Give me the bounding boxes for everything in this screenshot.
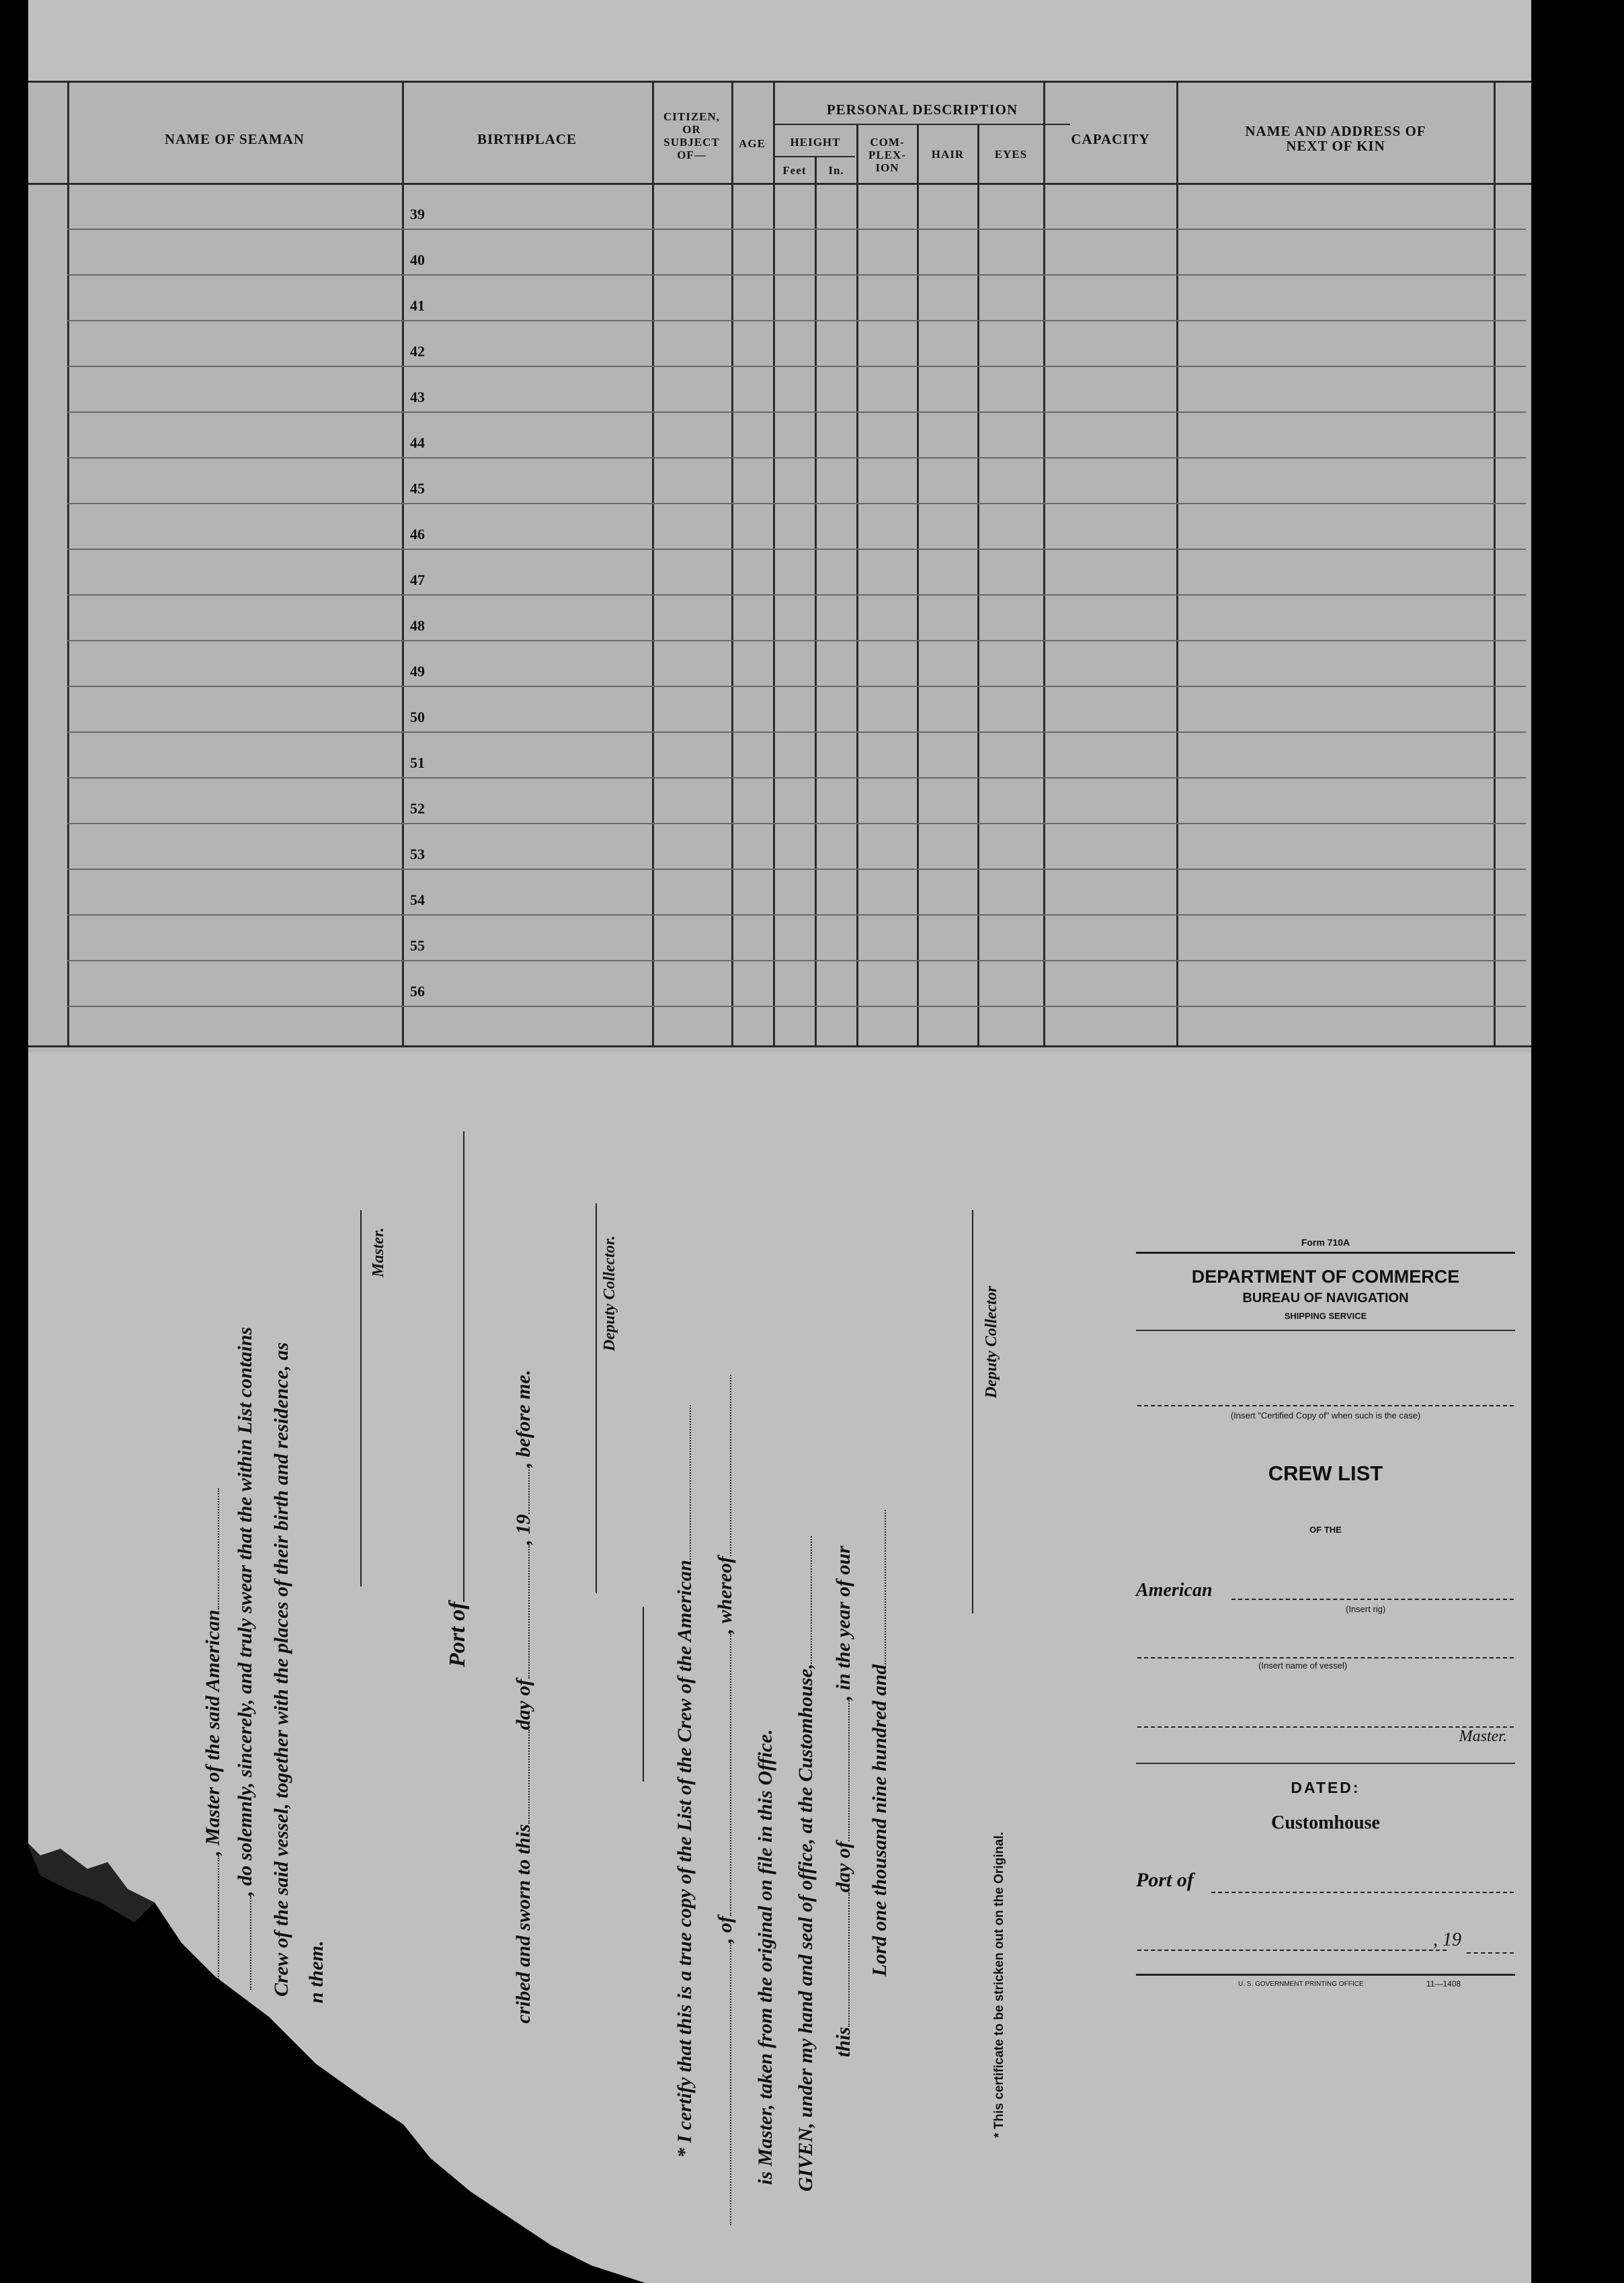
dated-label: DATED: <box>1291 1779 1361 1796</box>
row-number: 39 <box>410 206 425 223</box>
col-line <box>977 124 979 1047</box>
cover-rule-3 <box>1136 1763 1515 1764</box>
insert-rig: (Insert rig) <box>1346 1604 1386 1614</box>
row-number: 51 <box>410 754 425 771</box>
row-number: 42 <box>410 343 425 360</box>
printer-label: U. S. GOVERNMENT PRINTING OFFICE <box>1238 1980 1364 1988</box>
certified-note: (Insert "Certified Copy of" when such is the case) <box>1230 1410 1421 1420</box>
header-citizen: CITIZEN, OR SUBJECT OF— <box>663 110 721 161</box>
col-line <box>652 81 654 1047</box>
row-number: 45 <box>410 480 425 497</box>
table-top-border <box>28 81 1531 83</box>
declaration-line-2: , do solemnly, sincerely, and truly swear that the within List contains <box>234 1327 257 1990</box>
personal-desc-rule <box>774 124 1070 125</box>
row-number: 49 <box>410 663 425 680</box>
year-line <box>1467 1952 1514 1954</box>
col-line <box>67 81 69 1047</box>
table-row <box>67 1006 1526 1007</box>
table-row <box>67 914 1526 916</box>
header-capacity: CAPACITY <box>1071 131 1150 147</box>
port-of-label: Port of <box>1136 1869 1194 1891</box>
table-row <box>67 229 1526 230</box>
table-row <box>67 411 1526 413</box>
service: SHIPPING SERVICE <box>1284 1311 1367 1321</box>
vessel-line <box>1137 1657 1514 1658</box>
deputy-short-line <box>626 1607 649 1781</box>
torn-corner <box>0 1842 753 2283</box>
deputy-collector-2-label: Deputy Collector <box>983 1285 1000 1398</box>
american-label: American <box>1136 1580 1213 1601</box>
col-line <box>1494 81 1496 1047</box>
cover-panel <box>1131 1237 1520 1997</box>
table-row <box>67 366 1526 367</box>
header-birthplace: BIRTHPLACE <box>477 131 577 147</box>
printer-code: 11—1408 <box>1426 1979 1461 1989</box>
table-row <box>67 640 1526 641</box>
customhouse-label: Customhouse <box>1271 1812 1380 1833</box>
col-line <box>773 81 775 1047</box>
table-row <box>67 731 1526 733</box>
row-number: 54 <box>410 891 425 908</box>
deputy-collector-label: Deputy Collector. <box>601 1236 618 1351</box>
header-age: AGE <box>739 137 766 150</box>
col-line <box>856 124 858 1047</box>
col-line <box>1043 81 1045 1047</box>
bureau: BUREAU OF NAVIGATION <box>1242 1291 1409 1306</box>
master-label: Master. <box>370 1227 387 1277</box>
declaration-line-4: n them. <box>305 1940 327 2003</box>
footnote: * This certificate to be stricken out on the Original. <box>992 1831 1006 2138</box>
header-complexion: COM- PLEX- ION <box>868 136 906 174</box>
insert-vessel: (Insert name of vessel) <box>1258 1660 1348 1671</box>
table-row <box>67 320 1526 321</box>
cover-top-rule <box>1136 1252 1515 1254</box>
col-line <box>1176 81 1178 1047</box>
row-number: 56 <box>410 983 425 1000</box>
table-row <box>67 777 1526 778</box>
table-row <box>67 503 1526 504</box>
table-row <box>67 960 1526 961</box>
table-row <box>67 823 1526 824</box>
of-the: OF THE <box>1309 1525 1342 1535</box>
header-hair: HAIR <box>931 148 965 161</box>
header-name-of-seaman: NAME OF SEAMAN <box>164 131 305 147</box>
table-row <box>67 594 1526 596</box>
cover-year: , 19 <box>1433 1929 1461 1950</box>
header-inches: In. <box>828 164 844 177</box>
row-number: 52 <box>410 800 425 817</box>
this-day-line: thisday of, in the year of our <box>832 1546 854 2057</box>
cover-bottom-rule <box>1136 1974 1515 1976</box>
master-signature-line <box>344 1210 367 1587</box>
table-row <box>67 549 1526 550</box>
row-number: 47 <box>410 571 425 588</box>
crew-list-title: CREW LIST <box>1268 1461 1383 1485</box>
row-number: 55 <box>410 937 425 954</box>
table-row <box>67 686 1526 687</box>
row-number: 41 <box>410 297 425 314</box>
row-number: 46 <box>410 526 425 543</box>
rig-line <box>1231 1599 1514 1600</box>
row-number: 48 <box>410 617 425 634</box>
row-number: 43 <box>410 389 425 405</box>
certified-copy-line <box>1137 1405 1514 1406</box>
header-height: HEIGHT <box>790 136 841 149</box>
declaration-line-1: , Master of the said American <box>202 1488 225 2017</box>
row-number: 53 <box>410 846 425 863</box>
row-number: 40 <box>410 251 425 268</box>
header-next-of-kin: NAME AND ADDRESS OF NEXT OF KIN <box>1245 123 1426 154</box>
master-line <box>1137 1726 1514 1728</box>
date-line <box>1137 1950 1447 1951</box>
port-line <box>1211 1892 1514 1893</box>
table-row <box>67 457 1526 458</box>
form-number: Form 710A <box>1301 1237 1350 1248</box>
given-line: GIVEN, under my hand and seal of office, at the Customhouse, <box>795 1536 817 2192</box>
table-row <box>67 869 1526 870</box>
header-eyes: EYES <box>994 148 1028 161</box>
is-master-line: is Master, taken from the original on file in this Office. <box>754 1729 776 2185</box>
department: DEPARTMENT OF COMMERCE <box>1191 1267 1460 1287</box>
subscribed-line: cribed and sworn to thisday of, 19, before me. <box>512 1369 534 2024</box>
header-feet: Feet <box>782 164 807 177</box>
table-row <box>67 274 1526 276</box>
lord-line: Lord one thousand nine hundred and <box>868 1510 891 1976</box>
header-bottom-border <box>28 183 1531 185</box>
port-of-line: Port of <box>445 1131 471 1667</box>
row-number: 50 <box>410 709 425 725</box>
table-bottom-border <box>28 1045 1531 1047</box>
deputy-collector-line <box>579 1203 602 1593</box>
row-number: 44 <box>410 434 425 451</box>
header-personal-description: PERSONAL DESCRIPTION <box>826 102 1018 118</box>
crew-table <box>28 81 1531 1052</box>
deputy-collector-2-line <box>956 1210 979 1613</box>
cover-rule-2 <box>1136 1330 1515 1331</box>
cover-master: Master. <box>1459 1728 1507 1745</box>
col-line <box>917 124 919 1047</box>
certify-line: * I certify that this is a true copy of the List of the Crew of the American <box>674 1405 696 2158</box>
declaration-line-3: Crew of the said vessel, together with the places of their birth and residence, as <box>270 1342 292 1997</box>
col-line <box>731 81 733 1047</box>
of-whereof-line: , of, whereof <box>714 1375 737 2225</box>
